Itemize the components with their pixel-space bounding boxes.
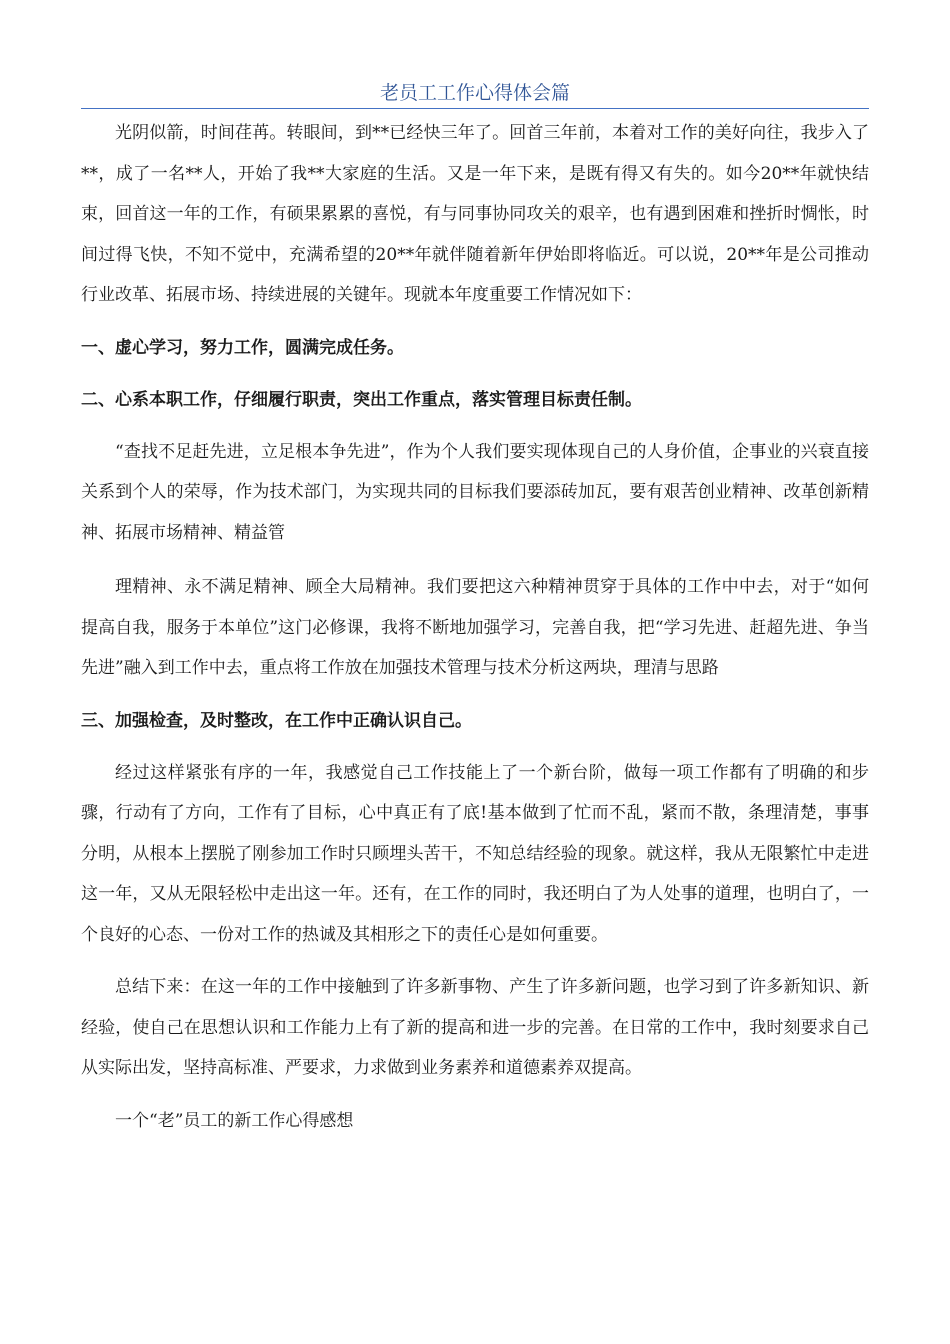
title-divider	[81, 108, 869, 109]
paragraph-spirit: “查找不足赶先进，立足根本争先进”，作为个人我们要实现体现自己的人身价值，企事业的兴衰直接关系到个人的荣辱，作为技术部门，为实现共同的目标我们要添砖加瓦，要有艰苦创业精神、改革创新精神、拓展市场精神、精益管	[81, 441, 869, 543]
paragraph-summary: 总结下来：在这一年的工作中接触到了许多新事物、产生了许多新问题，也学习到了许多新知识、新经验，使自己在思想认识和工作能力上有了新的提高和进一步的完善。在日常的工作中，我时刻要求自己从实际出发，坚持高标准、严要求，力求做到业务素养和道德素养双提高。	[81, 977, 869, 1078]
document-title: 老员工工作心得体会篇	[379, 82, 570, 104]
section-heading-2: 二、心系本职工作，仔细履行职责，突出工作重点，落实管理目标责任制。	[81, 389, 642, 410]
paragraph-experience: 经过这样紧张有序的一年，我感觉自己工作技能上了一个新台阶，做每一项工作都有了明确的和步骤，行动有了方向，工作有了目标，心中真正有了底!基本做到了忙而不乱，紧而不散，条理清楚，事事分明，从根本上摆脱了刚参加工作时只顾埋头苦干，不知总结经验的现象。就这样，我从无限繁忙中走进这一年，又从无限轻松中走出这一年。还有，在工作的同时，我还明白了为人处事的道理，也明白了，一个良好的心态、一份对工作的热诚及其相形之下的责任心是如何重要。	[81, 762, 869, 945]
paragraph-spirit-continued: 理精神、永不满足精神、顾全大局精神。我们要把这六种精神贯穿于具体的工作中中去，对于“如何提高自我，服务于本单位”这门必修课，我将不断地加强学习，完善自我，把“学习先进、赶超先进、争当先进”融入到工作中去，重点将工作放在加强技术管理与技术分析这两块，理清与思路	[81, 577, 869, 678]
document-page	[81, 78, 869, 1141]
section-heading-3: 三、加强检查，及时整改，在工作中正确认识自己。	[81, 710, 472, 731]
section-heading-1: 一、虚心学习，努力工作，圆满完成任务。	[81, 337, 404, 358]
paragraph-closing-title: 一个“老”员工的新工作心得感想	[115, 1110, 354, 1131]
paragraph-intro: 光阴似箭，时间荏苒。转眼间，到**已经快三年了。回首三年前，本着对工作的美好向往，我步入了**，成了一名**人，开始了我**大家庭的生活。又是一年下来，是既有得又有失的。如今20**年就快结束，回首这一年的工作，有硕果累累的喜悦，有与同事协同攻关的艰辛，也有遇到困难和挫折时惆怅，时间过得飞快，不知不觉中，充满希望的20**年就伴随着新年伊始即将临近。可以说，20**年是公司推动行业改革、拓展市场、持续进展的关键年。现就本年度重要工作情况如下：	[81, 123, 869, 305]
